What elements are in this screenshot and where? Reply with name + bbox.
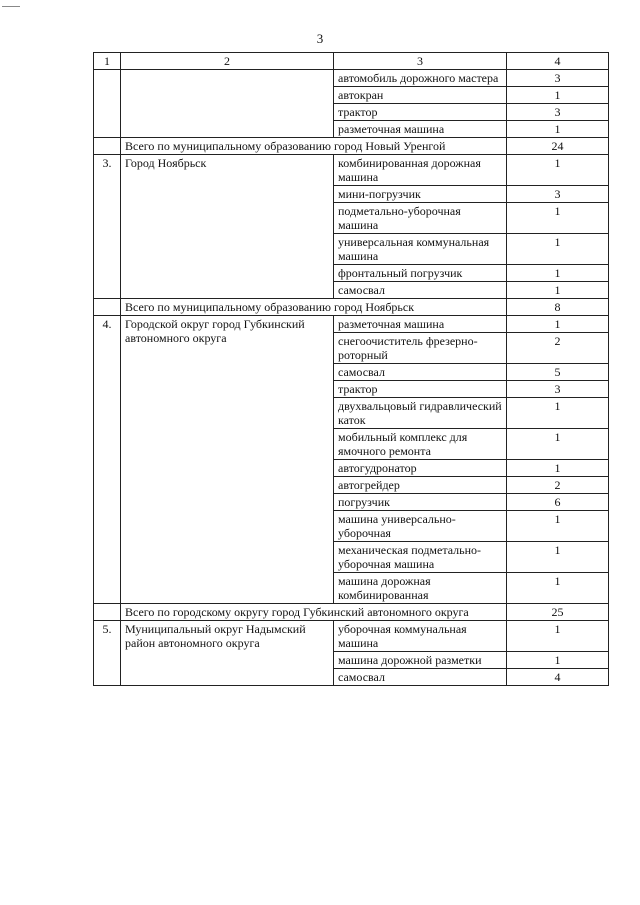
- equipment-count: 4: [507, 669, 609, 686]
- total-blank-cell: [94, 138, 121, 155]
- total-value: 8: [507, 299, 609, 316]
- equipment-count: 1: [507, 282, 609, 299]
- total-label: Всего по муниципальному образованию город Новый Уренгой: [121, 138, 507, 155]
- equipment-count: 3: [507, 70, 609, 87]
- header-cell: 3: [334, 53, 507, 70]
- equipment-name: погрузчик: [334, 494, 507, 511]
- total-value: 25: [507, 604, 609, 621]
- equipment-name: самосвал: [334, 364, 507, 381]
- table-row: [94, 621, 609, 652]
- table-row: [94, 70, 609, 87]
- total-value: 24: [507, 138, 609, 155]
- total-row: [94, 299, 609, 316]
- equipment-count: 1: [507, 460, 609, 477]
- page-number: 3: [316, 31, 324, 46]
- equipment-name: двухвальцовый гидравлический каток: [334, 398, 507, 429]
- equipment-name: автокран: [334, 87, 507, 104]
- equipment-count: 5: [507, 364, 609, 381]
- equipment-name: разметочная машина: [334, 316, 507, 333]
- equipment-table: [93, 52, 609, 686]
- equipment-name: фронтальный погрузчик: [334, 265, 507, 282]
- equipment-count: 1: [507, 621, 609, 652]
- equipment-name: трактор: [334, 104, 507, 121]
- equipment-name: универсальная коммунальная машина: [334, 234, 507, 265]
- header-cell: 1: [94, 53, 121, 70]
- equipment-count: 6: [507, 494, 609, 511]
- equipment-name: механическая подметально-уборочная машина: [334, 542, 507, 573]
- equipment-count: 1: [507, 203, 609, 234]
- equipment-count: 1: [507, 265, 609, 282]
- municipality-name: Городской округ город Губкинский автономного округа: [121, 316, 334, 604]
- group-number: 5.: [94, 621, 121, 686]
- table-header-row: [94, 53, 609, 70]
- municipality-name: Муниципальный округ Надымский район автономного округа: [121, 621, 334, 686]
- group-number: 4.: [94, 316, 121, 604]
- equipment-count: 1: [507, 87, 609, 104]
- margin-mark: [2, 6, 20, 7]
- equipment-name: автомобиль дорожного мастера: [334, 70, 507, 87]
- equipment-count: 1: [507, 398, 609, 429]
- total-row: [94, 138, 609, 155]
- total-label: Всего по городскому округу город Губкинский автономного округа: [121, 604, 507, 621]
- header-cell: 4: [507, 53, 609, 70]
- equipment-count: 1: [507, 542, 609, 573]
- total-blank-cell: [94, 604, 121, 621]
- group-number: [94, 70, 121, 138]
- total-label: Всего по муниципальному образованию город Ноябрьск: [121, 299, 507, 316]
- equipment-count: 3: [507, 186, 609, 203]
- equipment-name: разметочная машина: [334, 121, 507, 138]
- equipment-count: 1: [507, 573, 609, 604]
- equipment-name: машина дорожная комбинированная: [334, 573, 507, 604]
- equipment-count: 1: [507, 155, 609, 186]
- equipment-name: машина универсально-уборочная: [334, 511, 507, 542]
- total-row: [94, 604, 609, 621]
- municipality-name: Город Ноябрьск: [121, 155, 334, 299]
- equipment-name: снегоочиститель фрезерно-роторный: [334, 333, 507, 364]
- table-row: [94, 316, 609, 333]
- equipment-count: 1: [507, 121, 609, 138]
- equipment-name: комбинированная дорожная машина: [334, 155, 507, 186]
- equipment-count: 3: [507, 104, 609, 121]
- equipment-count: 1: [507, 429, 609, 460]
- equipment-name: автогудронатор: [334, 460, 507, 477]
- equipment-count: 2: [507, 477, 609, 494]
- equipment-name: мини-погрузчик: [334, 186, 507, 203]
- equipment-table-body: [94, 53, 609, 686]
- equipment-name: мобильный комплекс для ямочного ремонта: [334, 429, 507, 460]
- equipment-name: самосвал: [334, 669, 507, 686]
- equipment-count: 1: [507, 511, 609, 542]
- equipment-count: 1: [507, 316, 609, 333]
- equipment-count: 2: [507, 333, 609, 364]
- group-number: 3.: [94, 155, 121, 299]
- header-cell: 2: [121, 53, 334, 70]
- equipment-count: 3: [507, 381, 609, 398]
- equipment-name: уборочная коммунальная машина: [334, 621, 507, 652]
- municipality-name: [121, 70, 334, 138]
- equipment-count: 1: [507, 652, 609, 669]
- equipment-name: самосвал: [334, 282, 507, 299]
- equipment-name: трактор: [334, 381, 507, 398]
- equipment-name: машина дорожной разметки: [334, 652, 507, 669]
- total-blank-cell: [94, 299, 121, 316]
- equipment-name: автогрейдер: [334, 477, 507, 494]
- equipment-count: 1: [507, 234, 609, 265]
- equipment-name: подметально-уборочная машина: [334, 203, 507, 234]
- table-row: [94, 155, 609, 186]
